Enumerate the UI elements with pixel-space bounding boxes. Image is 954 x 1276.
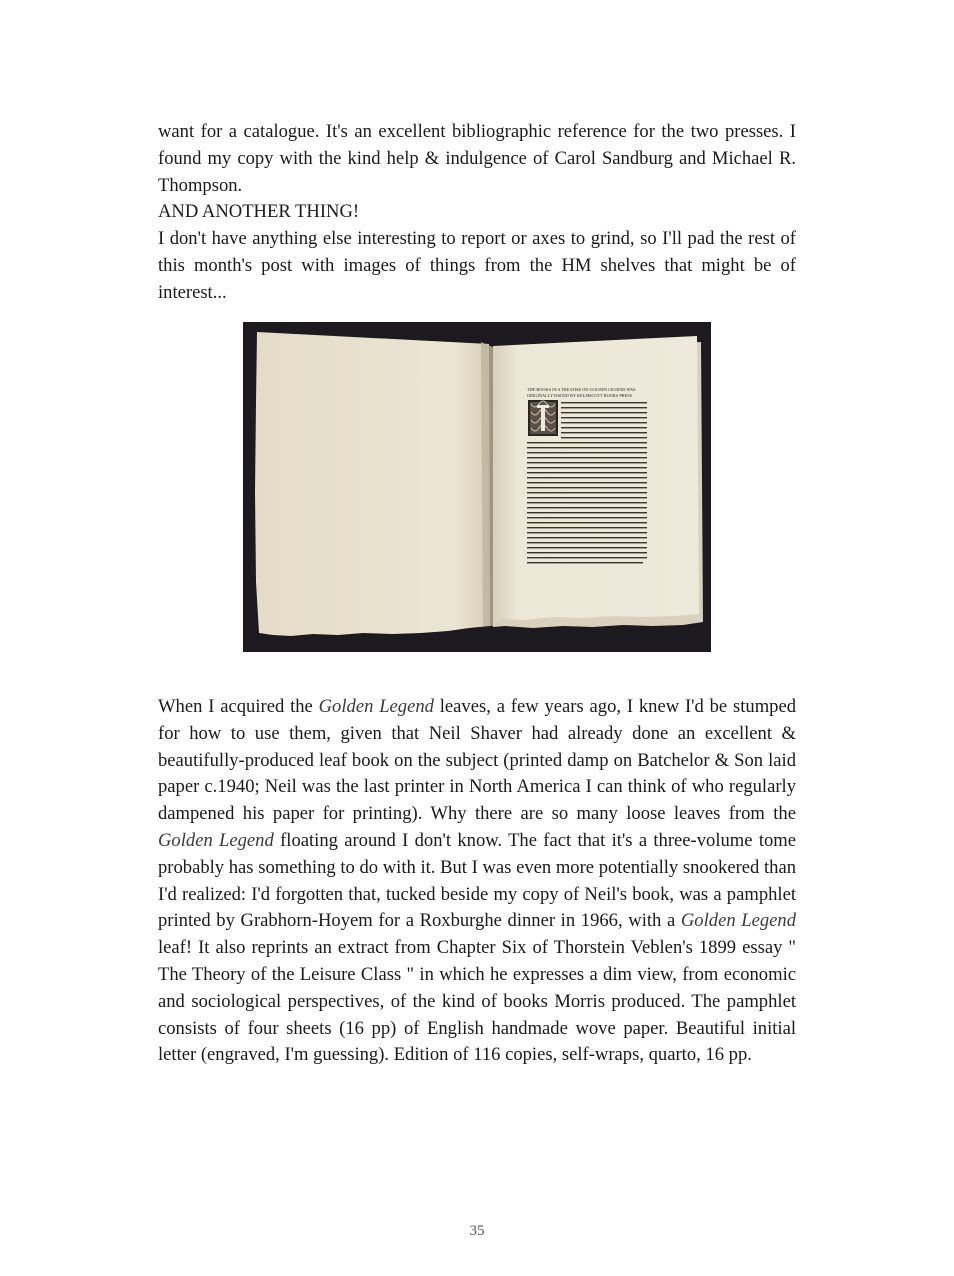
paragraph-golden-legend [158, 694, 796, 1069]
page-heading-1: THE BOOKS IN A TREATISE ON GOLDEN LEGEND WAS [527, 387, 636, 392]
bottom-text-block [158, 694, 796, 1069]
text-run: When I acquired the [158, 696, 319, 717]
paragraph-catalogue: want for a catalogue. It's an excellent bibliographic reference for the two presses. I found my copy with the kind help & indulgence of Carol Sandburg and Michael R. Thompson. [158, 121, 796, 196]
paragraph-intro: I don't have anything else interesting to report or axes to grind, so I'll pad the rest of this month's post with images of things from the HM shelves that might be of interest... [158, 228, 796, 303]
text-run: leaves, a few years ago, I knew I'd be stumped for how to use them, given that Neil Shaver had already done an excellent & beautifully-produced leaf book on the subject (printed damp on Batchelor & Son laid paper c.1940; Neil was the last printer in North America I can think of who regularly dampened his paper for printing). Why there are so many loose leaves from the [158, 696, 797, 825]
text-run: leaf! It also reprints an extract from Chapter Six of Thorstein Veblen's 1899 essay " The Theory of the Leisure Class " in which he expresses a dim view, from economic and sociological perspectives, of the kind of books Morris produced. The pamphlet consists of four sheets (16 pp) of English handmade wove paper. Beautiful initial letter (engraved, I'm guessing). Edition of 116 copies, self-wraps, quarto, 16 pp. [158, 937, 796, 1066]
open-book-image [243, 322, 711, 652]
page-number: 35 [469, 1223, 485, 1239]
paragraph-heading: AND ANOTHER THING! [158, 201, 360, 223]
book-title-golden-legend: Golden Legend [680, 910, 796, 932]
decorated-initial [528, 400, 558, 436]
page-heading-2: ORIGINALLY ISSUED BY KELMSCOTT BOOKS PRESS [527, 393, 633, 398]
book-title-golden-legend: Golden Legend [158, 829, 274, 851]
text-run: floating around I don't know. The fact that it's a three-volume tome probably has something to do with it. But I was even more potentially snookered than I'd realized: I'd forgotten that, tucked beside my copy of Neil's book, was a pamphlet printed by Grabhorn-Hoyem for a Roxburghe dinner in 1966, with a [158, 829, 796, 932]
left-page [255, 332, 490, 636]
book-photo [243, 322, 711, 652]
top-text-block [158, 119, 796, 307]
book-title-golden-legend: Golden Legend [318, 696, 434, 717]
